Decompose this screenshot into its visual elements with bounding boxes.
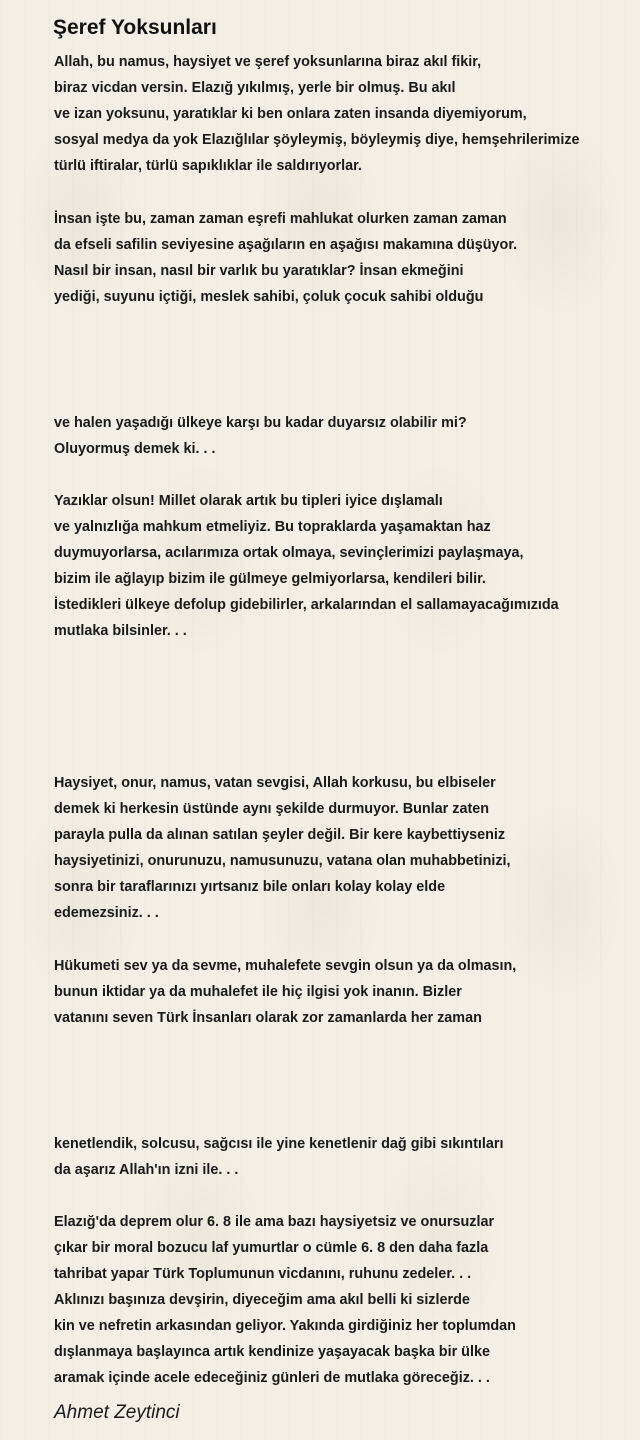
text-line: Hükumeti sev ya da sevme, muhalefete sevgin olsun ya da olmasın,: [54, 958, 517, 974]
text-line: İstedikleri ülkeye defolup gidebilirler, arkalarından el sallamayacağımızıda: [54, 597, 559, 613]
text-line: bizim ile ağlayıp bizim ile gülmeye gelmiyorlarsa, kendileri bilir.: [54, 571, 486, 587]
text-line: ve yalnızlığa mahkum etmeliyiz. Bu topraklarda yaşamaktan haz: [54, 519, 491, 535]
text-line: vatanını seven Türk İnsanları olarak zor zamanlarda her zaman: [54, 1010, 482, 1026]
text-line: biraz vicdan versin. Elazığ yıkılmış, yerle bir olmuş. Bu akıl: [54, 80, 456, 96]
text-line: sonra bir taraflarınızı yırtsanız bile onları kolay kolay elde: [54, 879, 446, 895]
author-signature: Ahmet Zeytinci: [54, 1402, 180, 1423]
text-line: Oluyormuş demek ki. . .: [54, 441, 216, 457]
text-line: mutlaka bilsinler. . .: [54, 623, 187, 639]
text-line: tahribat yapar Türk Toplumunun vicdanını, ruhunu zedeler. . .: [54, 1266, 472, 1282]
text-line: haysiyetinizi, onurunuzu, namusunuzu, vatana olan muhabbetinizi,: [54, 853, 511, 869]
text-line: türlü iftiralar, türlü sapıklıklar ile saldırıyorlar.: [54, 158, 362, 174]
paragraph-5: [54, 770, 511, 926]
text-line: Yazıklar olsun! Millet olarak artık bu tipleri iyice dışlamalı: [54, 493, 443, 509]
text-line: parayla pulla da alınan satılan şeyler değil. Bir kere kaybettiyseniz: [54, 827, 506, 843]
text-line: da efseli safilin seviyesine aşağıların en aşağısı makamına düşüyor.: [54, 237, 518, 253]
text-line: çıkar bir moral bozucu laf yumurtlar o cümle 6. 8 den daha fazla: [54, 1240, 489, 1256]
text-line: yediği, suyunu içtiği, meslek sahibi, çoluk çocuk sahibi olduğu: [54, 289, 484, 305]
text-line: Elazığ'da deprem olur 6. 8 ile ama bazı haysiyetsiz ve onursuzlar: [54, 1214, 495, 1230]
text-line: dışlanmaya başlayınca artık kendinize yaşayacak başka bir ülke: [54, 1344, 490, 1360]
text-line: duymuyorlarsa, acılarımıza ortak olmaya, sevinçlerimizi paylaşmaya,: [54, 545, 524, 561]
text-line: aramak içinde acele edeceğiniz günleri de mutlaka göreceğiz. . .: [54, 1370, 490, 1386]
text-line: da aşarız Allah'ın izni ile. . .: [54, 1162, 239, 1178]
paragraph-2: [54, 206, 517, 310]
text-line: Haysiyet, onur, namus, vatan sevgisi, Allah korkusu, bu elbiseler: [54, 775, 496, 791]
paragraph-3: [54, 410, 467, 462]
text-line: edemezsiniz. . .: [54, 905, 159, 921]
text-line: kenetlendik, solcusu, sağcısı ile yine kenetlenir dağ gibi sıkıntıları: [54, 1136, 504, 1152]
paragraph-8: [54, 1209, 516, 1391]
paragraph-7: [54, 1131, 503, 1183]
paragraph-6: [54, 953, 516, 1031]
paragraph-1: [54, 49, 580, 179]
text-line: demek ki herkesin üstünde aynı şekilde durmuyor. Bunlar zaten: [54, 801, 490, 817]
paragraph-4: [54, 488, 559, 644]
text-line: ve izan yoksunu, yaratıklar ki ben onlara zaten insanda diyemiyorum,: [54, 106, 527, 122]
poem-title: Şeref Yoksunları: [53, 16, 217, 39]
text-line: bunun iktidar ya da muhalefet ile hiç ilgisi yok inanın. Bizler: [54, 984, 462, 1000]
text-line: Allah, bu namus, haysiyet ve şeref yoksunlarına biraz akıl fikir,: [54, 54, 482, 70]
text-line: ve halen yaşadığı ülkeye karşı bu kadar duyarsız olabilir mi?: [54, 415, 467, 431]
text-line: Aklınızı başınıza devşirin, diyeceğim ama akıl belli ki sizlerde: [54, 1292, 470, 1308]
text-line: İnsan işte bu, zaman zaman eşrefi mahlukat olurken zaman zaman: [54, 211, 507, 227]
text-line: Nasıl bir insan, nasıl bir varlık bu yaratıklar? İnsan ekmeğini: [54, 263, 464, 279]
text-line: sosyal medya da yok Elazığlılar şöyleymiş, böyleymiş diye, hemşehrilerimize: [54, 132, 580, 148]
text-line: kin ve nefretin arkasından geliyor. Yakında girdiğiniz her toplumdan: [54, 1318, 516, 1334]
